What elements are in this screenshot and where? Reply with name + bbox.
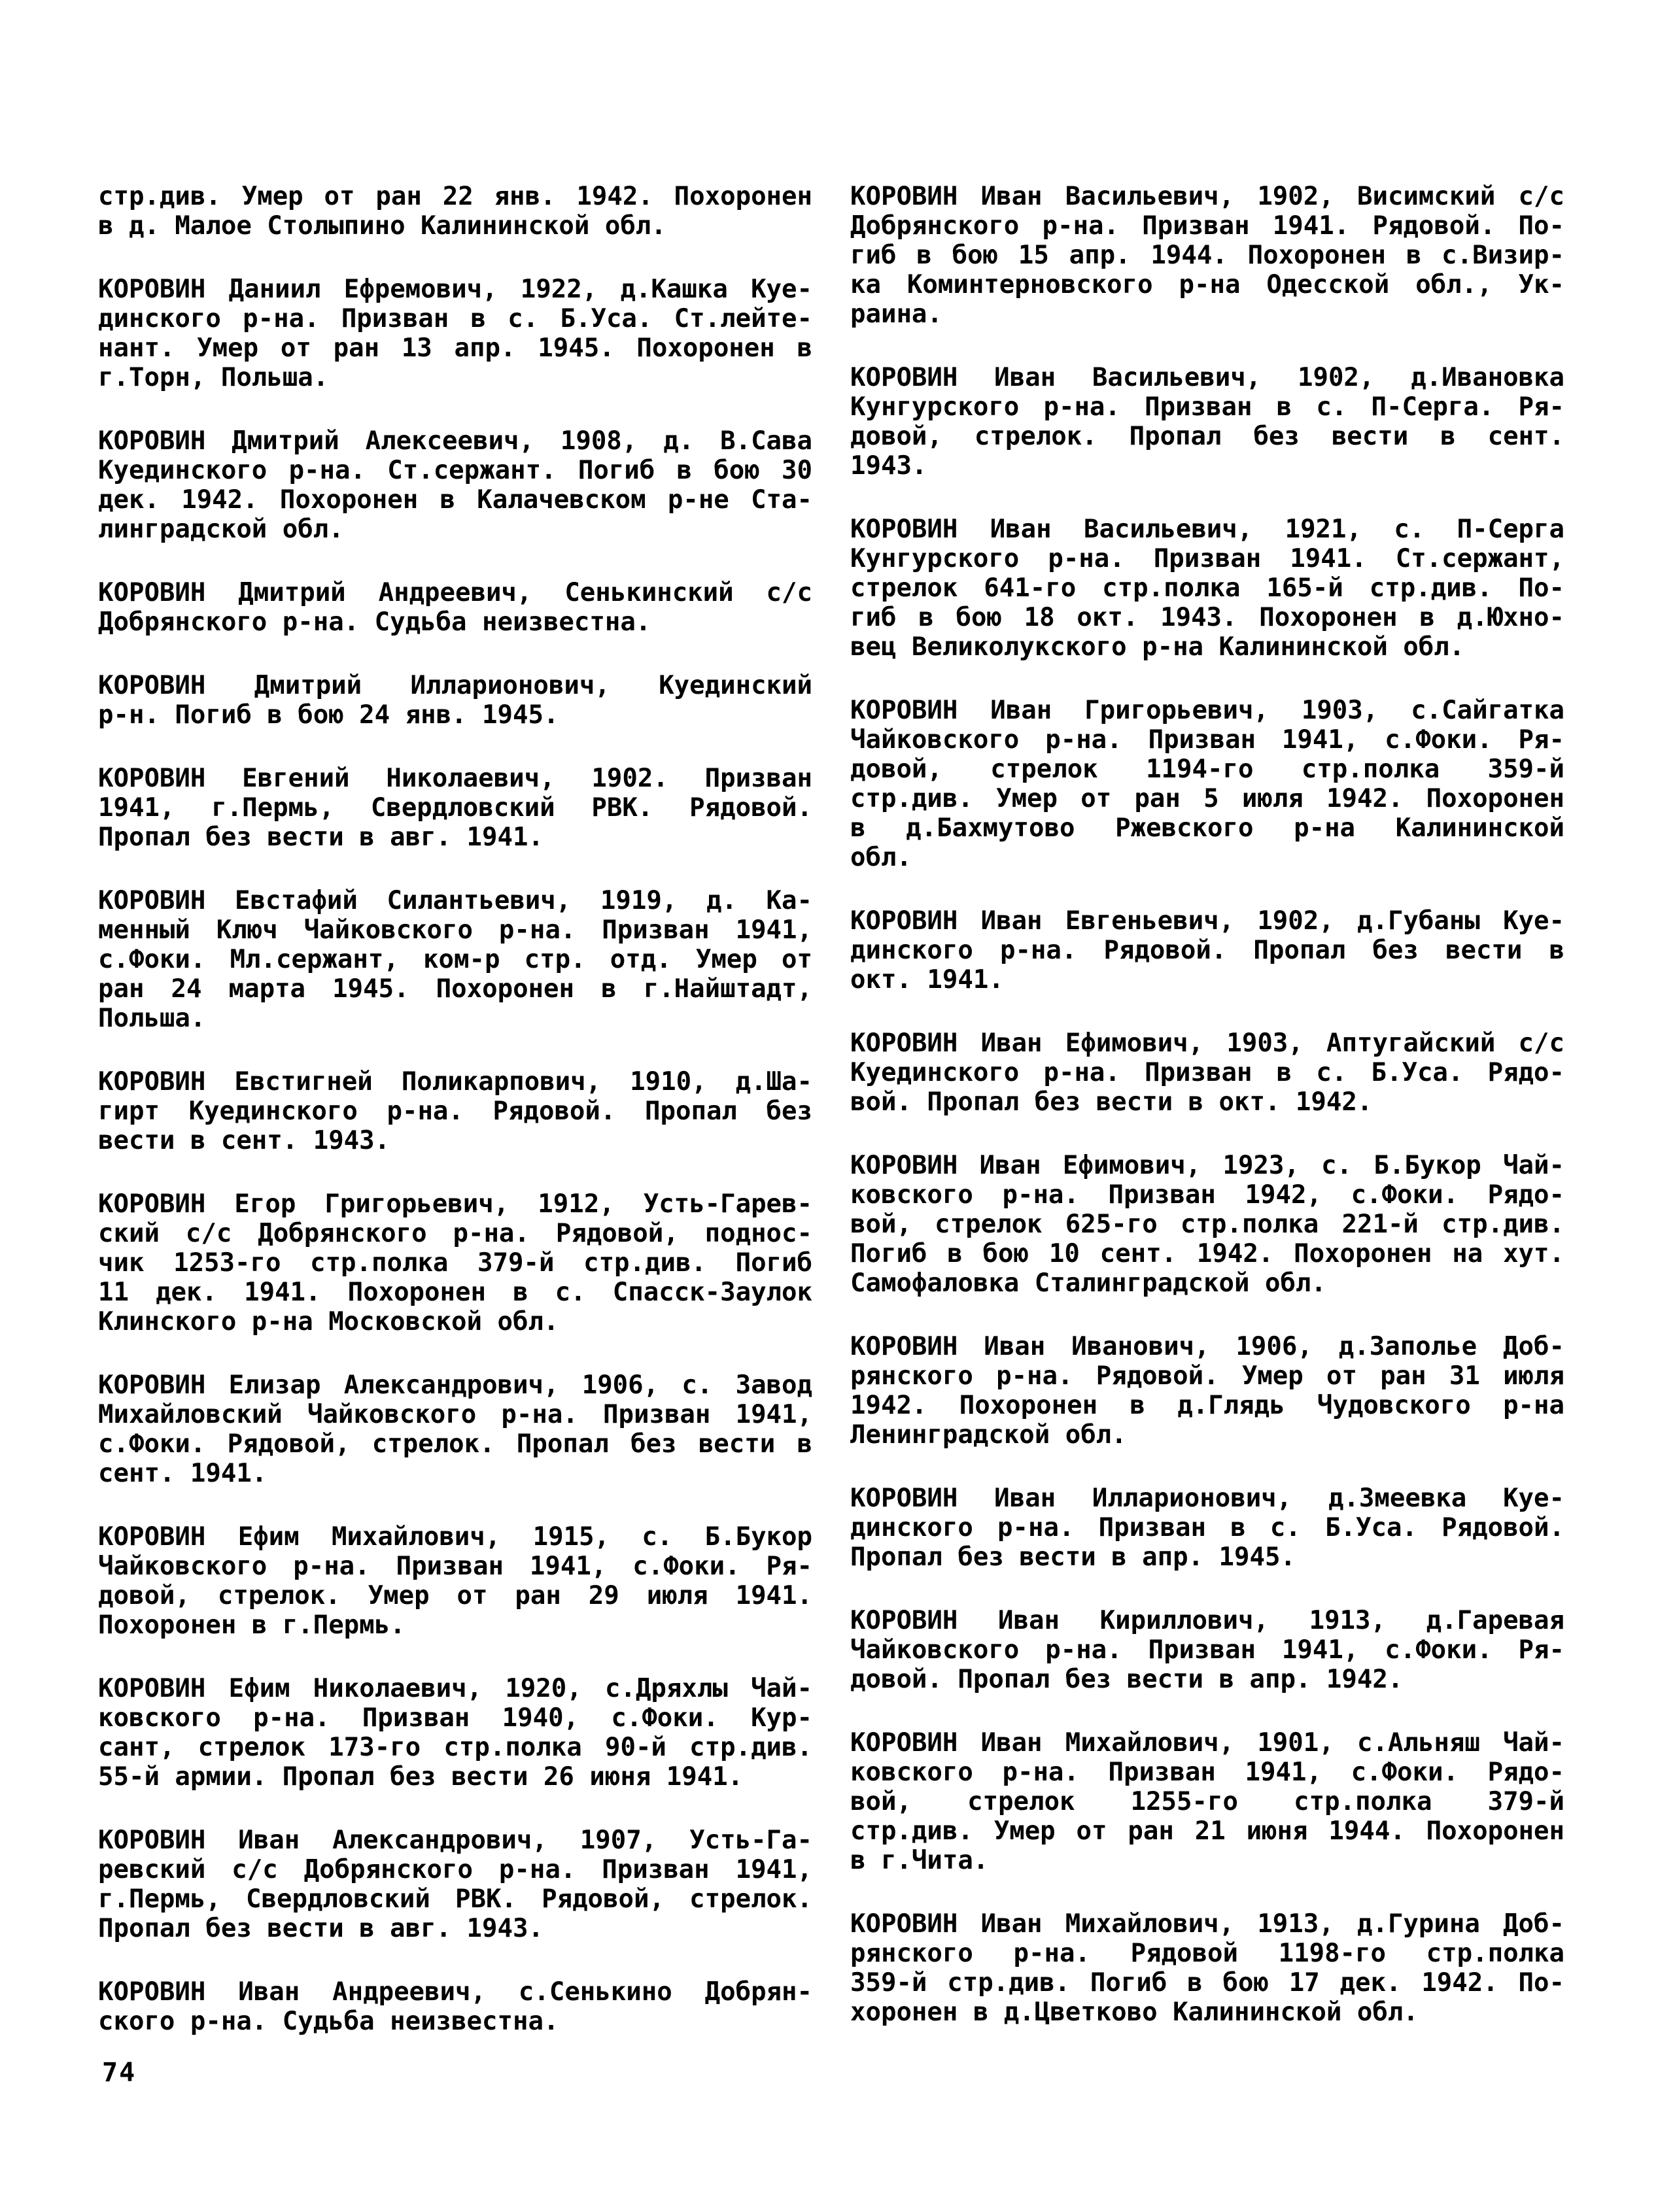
entry-line: окт. 1941. xyxy=(850,965,1004,995)
memorial-entry xyxy=(98,1189,812,1336)
entry-line: КОРОВИН Дмитрий Алексеевич, 1908, д. В.Сава xyxy=(98,426,812,456)
entry-line: довой, стрелок. Умер от ран 29 июля 1941. xyxy=(98,1581,812,1610)
entry-line: Погиб в бою 10 сент. 1942. Похоронен на хут. xyxy=(850,1239,1564,1268)
memorial-entry xyxy=(850,1606,1564,1694)
entry-line: 55-й армии. Пропал без вести 26 июня 1941. xyxy=(98,1762,744,1792)
entry-line: рянского р-на. Рядовой 1198-го стр.полка xyxy=(850,1939,1564,1968)
entry-line: КОРОВИН Иван Григорьевич, 1903, с.Сайгатка xyxy=(850,696,1564,725)
entry-line: Кунгурского р-на. Призван 1941. Ст.сержант, xyxy=(850,544,1564,573)
entry-line: стрелок 641-го стр.полка 165-й стр.див. По- xyxy=(850,573,1564,603)
entry-line: КОРОВИН Егор Григорьевич, 1912, Усть-Гарев- xyxy=(98,1189,812,1219)
entry-line: Пропал без вести в апр. 1945. xyxy=(850,1542,1296,1572)
memorial-entry xyxy=(850,906,1564,995)
entry-line: 11 дек. 1941. Похоронен в с. Спасск-Заулок xyxy=(98,1278,812,1307)
entry-line: ского р-на. Судьба неизвестна. xyxy=(98,2007,559,2036)
entry-line: КОРОВИН Иван Илларионович, д.Змеевка Куе- xyxy=(850,1484,1564,1513)
entry-line: Пропал без вести в авг. 1943. xyxy=(98,1914,544,1943)
entry-line: 359-й стр.див. Погиб в бою 17 дек. 1942. По- xyxy=(850,1968,1564,1998)
entry-line: в д.Бахмутово Ржевского р-на Калининской xyxy=(850,813,1564,843)
entry-line: нант. Умер от ран 13 апр. 1945. Похоронен в xyxy=(98,333,812,363)
entry-line: КОРОВИН Иван Михайлович, 1913, д.Гурина Доб- xyxy=(850,1909,1564,1939)
entry-line: раина. xyxy=(850,299,942,329)
entry-line: стр.див. Умер от ран 5 июля 1942. Похоронен xyxy=(850,784,1564,813)
entry-line: ский с/с Добрянского р-на. Рядовой, поднос- xyxy=(98,1219,812,1248)
entry-line: Кунгурского р-на. Призван в с. П-Серга. Ря- xyxy=(850,392,1564,422)
memorial-entry xyxy=(98,1067,812,1155)
memorial-entry xyxy=(850,182,1564,329)
entry-line: Чайковского р-на. Призван 1941, с.Фоки. Ря- xyxy=(850,1635,1564,1665)
entry-line: гирт Куединского р-на. Рядовой. Пропал без xyxy=(98,1097,812,1126)
memorial-entry xyxy=(850,1728,1564,1875)
entry-line: сант, стрелок 173-го стр.полка 90-й стр.див. xyxy=(98,1733,812,1762)
entry-line: с.Фоки. Рядовой, стрелок. Пропал без вести в xyxy=(98,1429,812,1459)
memorial-entry xyxy=(98,578,812,637)
entry-line: КОРОВИН Иван Иванович, 1906, д.Заполье Доб- xyxy=(850,1332,1564,1361)
entry-line: ковского р-на. Призван 1942, с.Фоки. Рядо- xyxy=(850,1180,1564,1210)
entry-line: КОРОВИН Иван Васильевич, 1902, Висимский с/с xyxy=(850,182,1564,211)
memorial-entry xyxy=(850,696,1564,872)
entry-line: динского р-на. Призван в с. Б.Уса. Ст.лейте- xyxy=(98,304,812,333)
entry-line: Добрянского р-на. Призван 1941. Рядовой. По- xyxy=(850,211,1564,241)
entry-line: Самофаловка Сталинградской обл. xyxy=(850,1268,1326,1298)
entry-line: КОРОВИН Иван Андреевич, с.Сенькино Добрян- xyxy=(98,1977,812,2007)
entry-line: в г.Чита. xyxy=(850,1846,989,1875)
entry-line: г.Торн, Польша. xyxy=(98,363,329,392)
entry-line: динского р-на. Рядовой. Пропал без вести в xyxy=(850,936,1564,965)
entry-line: Пропал без вести в авг. 1941. xyxy=(98,823,544,852)
entry-line: довой. Пропал без вести в апр. 1942. xyxy=(850,1665,1404,1694)
entry-line: Польша. xyxy=(98,1004,206,1033)
entry-line: с.Фоки. Мл.сержант, ком-р стр. отд. Умер от xyxy=(98,945,812,974)
entry-line: ковского р-на. Призван 1941, с.Фоки. Рядо- xyxy=(850,1758,1564,1787)
entry-line: стр.див. Умер от ран 21 июня 1944. Похоронен xyxy=(850,1816,1564,1846)
text-column-left xyxy=(98,182,812,2036)
memorial-entry xyxy=(850,1484,1564,1572)
memorial-entry xyxy=(98,886,812,1033)
entry-line: Чайковского р-на. Призван 1941, с.Фоки. Ря- xyxy=(98,1552,812,1581)
memorial-entry xyxy=(98,275,812,392)
entry-line: КОРОВИН Ефим Николаевич, 1920, с.Дряхлы Чай- xyxy=(98,1674,812,1703)
entry-line: КОРОВИН Евстигней Поликарпович, 1910, д.Ша- xyxy=(98,1067,812,1097)
memorial-entry xyxy=(850,1029,1564,1117)
memorial-entry xyxy=(98,426,812,544)
text-column-right xyxy=(850,182,1564,2027)
entry-line: КОРОВИН Иван Александрович, 1907, Усть-Га- xyxy=(98,1826,812,1855)
entry-line: КОРОВИН Иван Михайлович, 1901, с.Альняш Чай- xyxy=(850,1728,1564,1758)
entry-line: Клинского р-на Московской обл. xyxy=(98,1307,559,1336)
entry-line: Михайловский Чайковского р-на. Призван 1941, xyxy=(98,1400,812,1429)
entry-line: КОРОВИН Даниил Ефремович, 1922, д.Кашка Куе- xyxy=(98,275,812,304)
entry-line: КОРОВИН Евстафий Силантьевич, 1919, д. Ка- xyxy=(98,886,812,915)
memorial-entry xyxy=(98,1826,812,1943)
entry-line: 1941, г.Пермь, Свердловский РВК. Рядовой. xyxy=(98,793,812,823)
entry-line: вец Великолукского р-на Калининской обл. xyxy=(850,632,1465,662)
entry-line: менный Ключ Чайковского р-на. Призван 1941, xyxy=(98,915,812,945)
entry-line: довой, стрелок. Пропал без вести в сент. xyxy=(850,422,1564,451)
entry-line: рянского р-на. Рядовой. Умер от ран 31 июля xyxy=(850,1361,1564,1391)
memorial-entry xyxy=(98,1370,812,1488)
entry-line: Ленинградской обл. xyxy=(850,1420,1127,1450)
memorial-entry xyxy=(98,764,812,852)
entry-line: вой, стрелок 1255-го стр.полка 379-й xyxy=(850,1787,1564,1816)
entry-line: вой, стрелок 625-го стр.полка 221-й стр.див. xyxy=(850,1210,1564,1239)
entry-line: КОРОВИН Елизар Александрович, 1906, с. Завод xyxy=(98,1370,812,1400)
memorial-entry xyxy=(850,1151,1564,1298)
entry-line: Куединского р-на. Ст.сержант. Погиб в бою 30 xyxy=(98,456,812,485)
entry-line: ран 24 марта 1945. Похоронен в г.Найштадт, xyxy=(98,974,812,1004)
memorial-entry xyxy=(98,1522,812,1640)
entry-line: ковского р-на. Призван 1940, с.Фоки. Кур- xyxy=(98,1703,812,1733)
entry-line: г.Пермь, Свердловский РВК. Рядовой, стрелок. xyxy=(98,1884,812,1914)
memorial-entry xyxy=(98,1977,812,2036)
memorial-entry xyxy=(850,515,1564,662)
entry-line: Чайковского р-на. Призван 1941, с.Фоки. Ря- xyxy=(850,725,1564,755)
entry-line: чик 1253-го стр.полка 379-й стр.див. Погиб xyxy=(98,1248,812,1278)
entry-line: вой. Пропал без вести в окт. 1942. xyxy=(850,1087,1373,1117)
entry-line: КОРОВИН Иван Ефимович, 1923, с. Б.Букор Чай- xyxy=(850,1151,1564,1180)
entry-line: ревский с/с Добрянского р-на. Призван 1941, xyxy=(98,1855,812,1884)
entry-line: КОРОВИН Иван Евгеньевич, 1902, д.Губаны Куе- xyxy=(850,906,1564,936)
entry-line: КОРОВИН Иван Ефимович, 1903, Аптугайский с/с xyxy=(850,1029,1564,1058)
entry-line: Похоронен в г.Пермь. xyxy=(98,1610,406,1640)
entry-line: стр.див. Умер от ран 22 янв. 1942. Похоронен xyxy=(98,182,812,211)
entry-line: КОРОВИН Иван Кириллович, 1913, д.Гаревая xyxy=(850,1606,1564,1635)
entry-line: линградской обл. xyxy=(98,515,344,544)
entry-line: Добрянского р-на. Судьба неизвестна. xyxy=(98,607,651,637)
entry-line: довой, стрелок 1194-го стр.полка 359-й xyxy=(850,755,1564,784)
entry-line: КОРОВИН Ефим Михайлович, 1915, с. Б.Букор xyxy=(98,1522,812,1552)
entry-line: вести в сент. 1943. xyxy=(98,1126,390,1155)
entry-line: в д. Малое Столыпино Калининской обл. xyxy=(98,211,666,241)
entry-line: КОРОВИН Дмитрий Илларионович, Куединский xyxy=(98,671,812,700)
entry-line: 1943. xyxy=(850,451,927,481)
memorial-entry xyxy=(98,671,812,730)
entry-line: КОРОВИН Иван Васильевич, 1921, с. П-Серга xyxy=(850,515,1564,544)
entry-line: КОРОВИН Иван Васильевич, 1902, д.Ивановка xyxy=(850,363,1564,392)
entry-line: КОРОВИН Дмитрий Андреевич, Сенькинский с/с xyxy=(98,578,812,607)
memorial-entry xyxy=(98,182,812,241)
entry-line: гиб в бою 18 окт. 1943. Похоронен в д.Юхно- xyxy=(850,603,1564,632)
page-number: 74 xyxy=(102,2058,137,2088)
entry-line: обл. xyxy=(850,843,912,872)
memorial-entry xyxy=(850,1332,1564,1450)
entry-line: динского р-на. Призван в с. Б.Уса. Рядовой. xyxy=(850,1513,1564,1542)
memorial-entry xyxy=(850,1909,1564,2027)
memorial-entry xyxy=(850,363,1564,481)
memorial-entry xyxy=(98,1674,812,1792)
entry-line: гиб в бою 15 апр. 1944. Похоронен в с.Визир- xyxy=(850,241,1564,270)
entry-line: КОРОВИН Евгений Николаевич, 1902. Призван xyxy=(98,764,812,793)
entry-line: Куединского р-на. Призван в с. Б.Уса. Рядо- xyxy=(850,1058,1564,1087)
entry-line: ка Коминтерновского р-на Одесской обл., Ук- xyxy=(850,270,1564,299)
entry-line: хоронен в д.Цветково Калининской обл. xyxy=(850,1998,1419,2027)
entry-line: 1942. Похоронен в д.Глядь Чудовского р-на xyxy=(850,1391,1564,1420)
entry-line: сент. 1941. xyxy=(98,1459,268,1488)
entry-line: р-н. Погиб в бою 24 янв. 1945. xyxy=(98,700,559,730)
entry-line: дек. 1942. Похоронен в Калачевском р-не Ста- xyxy=(98,485,812,515)
